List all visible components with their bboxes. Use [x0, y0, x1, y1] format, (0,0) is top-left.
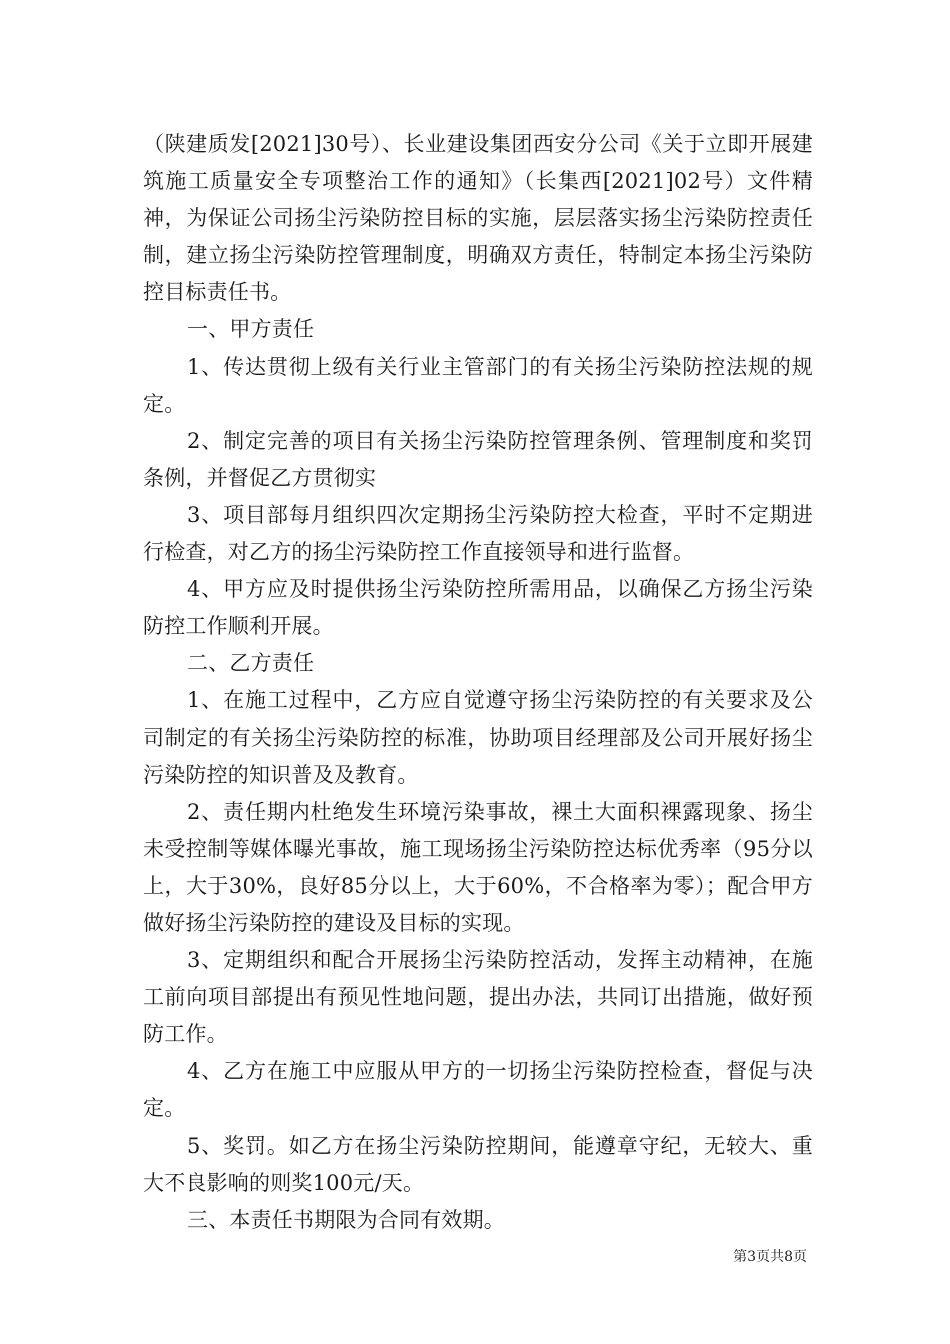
section-heading-term: 三、本责任书期限为合同有效期。	[187, 1207, 505, 1232]
paragraph-party-b-2: 2、责任期内杜绝发生环境污染事故，裸土大面积裸露现象、扬尘未受控制等媒体曝光事故，施工现场扬尘污染防控达标优秀率（95分以上，大于30%，良好85分以上，大于60%，不合格率为零）；配合甲方做好扬尘污染防控的建设及目标的实现。	[143, 799, 813, 935]
paragraph-party-b-4: 4、乙方在施工中应服从甲方的一切扬尘污染防控检查，督促与决定。	[143, 1059, 813, 1121]
paragraph-party-a-4: 4、甲方应及时提供扬尘污染防控所需用品，以确保乙方扬尘污染防控工作顺利开展。	[143, 577, 813, 639]
paragraph-party-b-3: 3、定期组织和配合开展扬尘污染防控活动，发挥主动精神，在施工前向项目部提出有预见性地问题，提出办法，共同订出措施，做好预防工作。	[143, 948, 813, 1047]
paragraph-party-a-3: 3、项目部每月组织四次定期扬尘污染防控大检查，平时不定期进行检查，对乙方的扬尘污染防控工作直接领导和进行监督。	[143, 502, 813, 565]
paragraph-party-b-1: 1、在施工过程中，乙方应自觉遵守扬尘污染防控的有关要求及公司制定的有关扬尘污染防控的标准，协助项目经理部及公司开展好扬尘污染防控的知识普及及教育。	[143, 688, 813, 787]
paragraph-intro: （陕建质发[2021]30号）、长业建设集团西安分公司《关于立即开展建筑施工质量安全专项整治工作的通知》（长集西[2021]02号）文件精神，为保证公司扬尘污染防控目标的实施，层层落实扬尘污染防控责任制，建立扬尘污染防控管理制度，明确双方责任，特制定本扬尘污染防控目标责任书。	[143, 132, 813, 305]
paragraph-party-b-5: 5、奖罚。如乙方在扬尘污染防控期间，能遵章守纪，无较大、重大不良影响的则奖100元/天。	[143, 1133, 813, 1195]
section-heading-party-b: 二、乙方责任	[187, 651, 315, 676]
paragraph-party-a-2: 2、制定完善的项目有关扬尘污染防控管理条例、管理制度和奖罚条例，并督促乙方贯彻实	[143, 428, 813, 490]
section-heading-party-a: 一、甲方责任	[187, 317, 315, 342]
paragraph-party-a-1: 1、传达贯彻上级有关行业主管部门的有关扬尘污染防控法规的规定。	[143, 354, 813, 416]
page-number: 第3页共8页	[733, 1249, 807, 1265]
document-body	[143, 126, 813, 1239]
